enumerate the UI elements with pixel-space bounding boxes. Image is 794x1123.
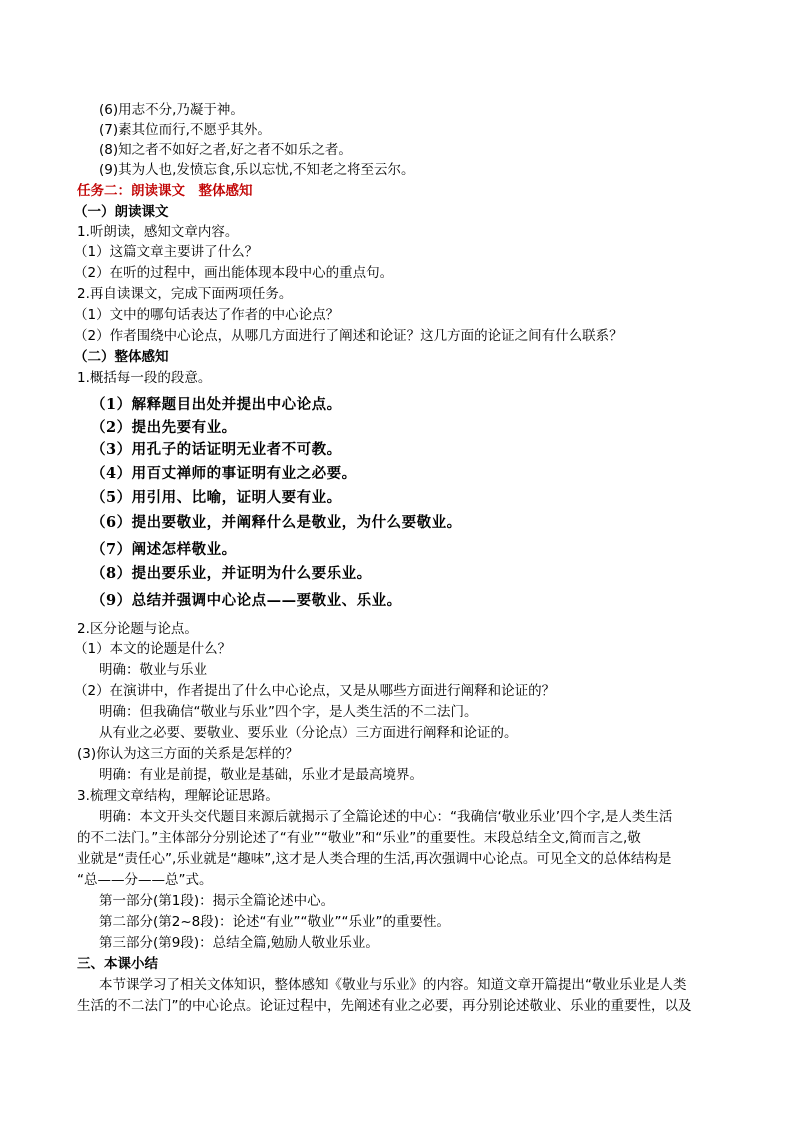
conclusion-line: 生活的不二法门”的中心论点。论证过程中，先阐述有业之必要，再分别论述敬业、乐业的重要性，以及: [77, 998, 692, 1014]
quote-line: (8)知之者不如好之者,好之者不如乐之者。: [99, 142, 352, 158]
task2-heading: 任务二：朗读课文 整体感知: [77, 183, 253, 199]
answer-line: 明确：敬业与乐业: [99, 662, 207, 678]
conclusion-line: 本节课学习了相关文体知识，整体感知《敬业与乐业》的内容。知道文章开篇提出“敬业乐业是人类: [99, 977, 687, 993]
text-line: 3.梳理文章结构，理解论证思路。: [77, 788, 279, 804]
structure-part: 第二部分(第2~8段)：论述“有业”“敬业”“乐业”的重要性。: [99, 914, 450, 930]
section2-heading: （二）整体感知: [74, 349, 169, 365]
text-line: （1）文中的哪句话表达了作者的中心论点？: [74, 307, 340, 323]
answer-paragraph-line: 的不二法门。”主体部分分别论述了“有业”“敬业”和“乐业”的重要性。末段总结全文,简而言之,敬: [77, 830, 641, 846]
text-line: （2）在听的过程中，画出能体现本段中心的重点句。: [74, 265, 394, 281]
text-line: (3)你认为这三方面的关系是怎样的？: [77, 746, 299, 762]
text-line: 2.再自读课文，完成下面两项任务。: [77, 286, 293, 302]
text-line: （1）这篇文章主要讲了什么？: [74, 244, 259, 260]
quote-line: (6)用志不分,乃凝于神。: [99, 102, 244, 118]
text-line: 1.概括每一段的段意。: [77, 370, 212, 386]
answer-line: 明确：有业是前提，敬业是基础，乐业才是最高境界。: [99, 767, 423, 783]
text-line: （2）在演讲中，作者提出了什么中心论点，又是从哪些方面进行阐释和论证的？: [74, 683, 556, 699]
text-line: 1.听朗读，感知文章内容。: [77, 224, 239, 240]
paragraph-summary: （7）阐述怎样敬业。: [91, 541, 237, 558]
section3-heading: 三、本课小结: [77, 956, 158, 972]
answer-line: 从有业之必要、要敬业、要乐业（分论点）三方面进行阐释和论证的。: [99, 725, 518, 741]
paragraph-summary: （8）提出要乐业，并证明为什么要乐业。: [91, 565, 372, 582]
paragraph-summary: （2）提出先要有业。: [91, 419, 237, 436]
paragraph-summary: （3）用孔子的话证明无业者不可教。: [91, 441, 342, 458]
structure-part: 第三部分(第9段)：总结全篇,勉励人敬业乐业。: [99, 935, 379, 951]
paragraph-summary: （6）提出要敬业，并阐释什么是敬业，为什么要敬业。: [91, 514, 462, 531]
section1-heading: （一）朗读课文: [74, 204, 169, 220]
paragraph-summary: （5）用引用、比喻，证明人要有业。: [91, 489, 342, 506]
quote-line: (7)素其位而行,不愿乎其外。: [99, 122, 271, 138]
paragraph-summary: （4）用百丈禅师的事证明有业之必要。: [91, 465, 357, 482]
answer-paragraph-line: “总——分——总”式。: [77, 872, 213, 888]
answer-paragraph-line: 明确：本文开头交代题目来源后就揭示了全篇论述的中心：“我确信‘敬业乐业’四个字,是人类生活: [99, 809, 673, 825]
structure-part: 第一部分(第1段)：揭示全篇论述中心。: [99, 893, 335, 909]
paragraph-summary: （9）总结并强调中心论点——要敬业、乐业。: [91, 592, 402, 609]
text-line: 2.区分论题与论点。: [77, 621, 198, 637]
text-line: （1）本文的论题是什么？: [74, 641, 232, 657]
answer-line: 明确：但我确信“敬业与乐业”四个字，是人类生活的不二法门。: [99, 704, 478, 720]
quote-line: (9)其为人也,发愤忘食,乐以忘忧,不知老之将至云尔。: [99, 162, 415, 178]
text-line: （2）作者围绕中心论点，从哪几方面进行了阐述和论证？这几方面的论证之间有什么联系？: [74, 328, 623, 344]
paragraph-summary: （1）解释题目出处并提出中心论点。: [91, 396, 342, 413]
answer-paragraph-line: 业就是“责任心”,乐业就是“趣味”,这才是人类合理的生活,再次强调中心论点。可见全文的总体结构是: [77, 851, 672, 867]
